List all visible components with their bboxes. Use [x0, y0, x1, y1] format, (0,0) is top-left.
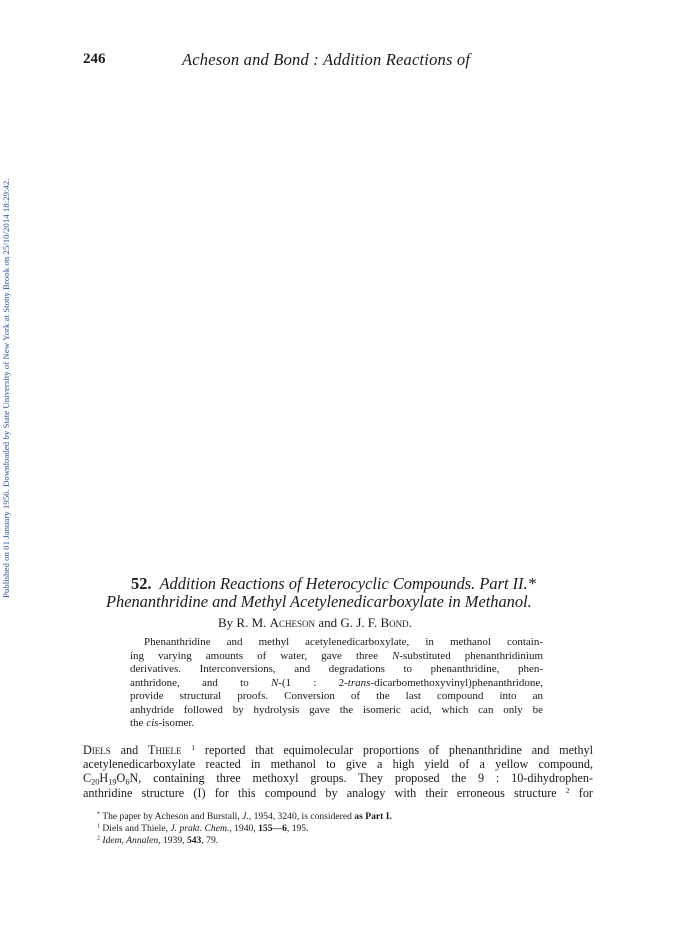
- article-title-line-2: Phenanthridine and Methyl Acetylenedicarboxylate in Methanol.: [106, 592, 532, 611]
- authors-suffix: .: [408, 615, 412, 630]
- abstract-line: anthridone, and to N-(1 : 2-trans-dicarbomethoxyvinyl)phenanthridone,: [130, 676, 544, 689]
- abstract-line: [130, 717, 543, 731]
- volume-number: 543: [186, 835, 202, 847]
- running-head: Acheson and Bond : Addition Reactions of: [182, 50, 471, 69]
- abstract-text: the: [130, 717, 147, 730]
- formula-subscript: 6: [125, 777, 130, 787]
- footnote-text: , 79.: [201, 835, 219, 847]
- formula-part: C: [83, 771, 92, 786]
- author-2-surname: Bond: [380, 615, 409, 630]
- reference-marker: 2: [565, 785, 570, 795]
- body-line: acetylenedicarboxylate reacted in methanol to give a high yield of a yellow compound,: [83, 757, 593, 772]
- body-text-run: containing three methoxyl groups. They proposed the 9 : 10-dihydrophen-: [153, 771, 594, 786]
- footnote-2: [97, 835, 392, 847]
- footnote-text: , 1939,: [158, 835, 185, 847]
- authors-prefix: By R. M.: [218, 615, 267, 630]
- reference-marker: 1: [191, 742, 196, 752]
- molecular-formula: [83, 771, 141, 785]
- footnote-text: , 1954, 3240, is considered: [248, 811, 352, 822]
- footnote-text: Diels and Thiele,: [102, 823, 169, 835]
- volume-number: 155—6: [258, 823, 287, 835]
- formula-subscript: 20: [91, 777, 100, 787]
- footnote-star: [97, 811, 392, 823]
- page-number: 246: [83, 51, 106, 67]
- body-line: [83, 771, 593, 785]
- journal-name: Idem, Annalen: [102, 835, 159, 847]
- abstract-italic: cis: [146, 717, 159, 730]
- body-line: [83, 743, 593, 757]
- footnote-text: , 195.: [286, 823, 309, 835]
- footnote-bold: as Part I.: [354, 811, 392, 822]
- abstract-line: provide structural proofs. Conversion of the last compound into an: [130, 690, 543, 703]
- abstract-line: ing varying amounts of water, gave three N-substituted phenanthridinium: [130, 649, 543, 662]
- journal-name: J. prakt. Chem.: [170, 823, 230, 835]
- abstract-line: derivatives. Interconversions, and degradations to phenanthridine, phen-: [130, 663, 543, 676]
- provenance-stamp: Published on 01 January 1956. Downloaded by State University of New York at Stony Brook on 25/10/2014 18:29:42.: [1, 178, 11, 598]
- body-line: [83, 786, 593, 800]
- footnote-marker: 1: [97, 823, 100, 830]
- abstract: [130, 636, 543, 731]
- abstract-line: anhydride followed by hydrolysis gave the isomeric acid, which can only be: [130, 703, 543, 716]
- formula-subscript: 19: [108, 777, 117, 787]
- body-text-run: for: [578, 785, 593, 800]
- author-1-surname: Acheson: [269, 615, 316, 630]
- footnote-marker: 2: [97, 836, 100, 843]
- cited-author: Diels: [83, 743, 111, 757]
- author-line: [218, 615, 412, 631]
- article-number: 52.: [131, 574, 152, 593]
- footnote-1: [97, 823, 392, 835]
- authors-middle: and G. J. F.: [318, 615, 378, 630]
- body-text: [83, 743, 593, 800]
- body-text-run: and: [120, 743, 139, 757]
- footnotes: [97, 811, 392, 848]
- journal-name: J.: [242, 811, 249, 822]
- footnote-marker: *: [97, 811, 100, 818]
- abstract-text: -isomer.: [158, 717, 195, 730]
- formula-part: H: [99, 771, 109, 786]
- abstract-line: Phenanthridine and methyl acetylenedicarboxylate, in methanol contain-: [144, 636, 543, 648]
- body-text-run: reported that equimolecular proportions of phenanthridine and methyl: [204, 743, 594, 757]
- cited-author: Thiele: [148, 743, 182, 757]
- article-title-line-1: [131, 574, 536, 594]
- formula-part: O: [116, 771, 126, 786]
- footnote-text: The paper by Acheson and Burstall,: [102, 811, 240, 822]
- formula-part: N,: [129, 771, 142, 786]
- footnote-text: , 1940,: [229, 823, 256, 835]
- title-text-1: Addition Reactions of Heterocyclic Compounds. Part II.*: [159, 574, 536, 593]
- body-text-run: anthridine structure (I) for this compound by analogy with their erroneous structure: [83, 785, 557, 800]
